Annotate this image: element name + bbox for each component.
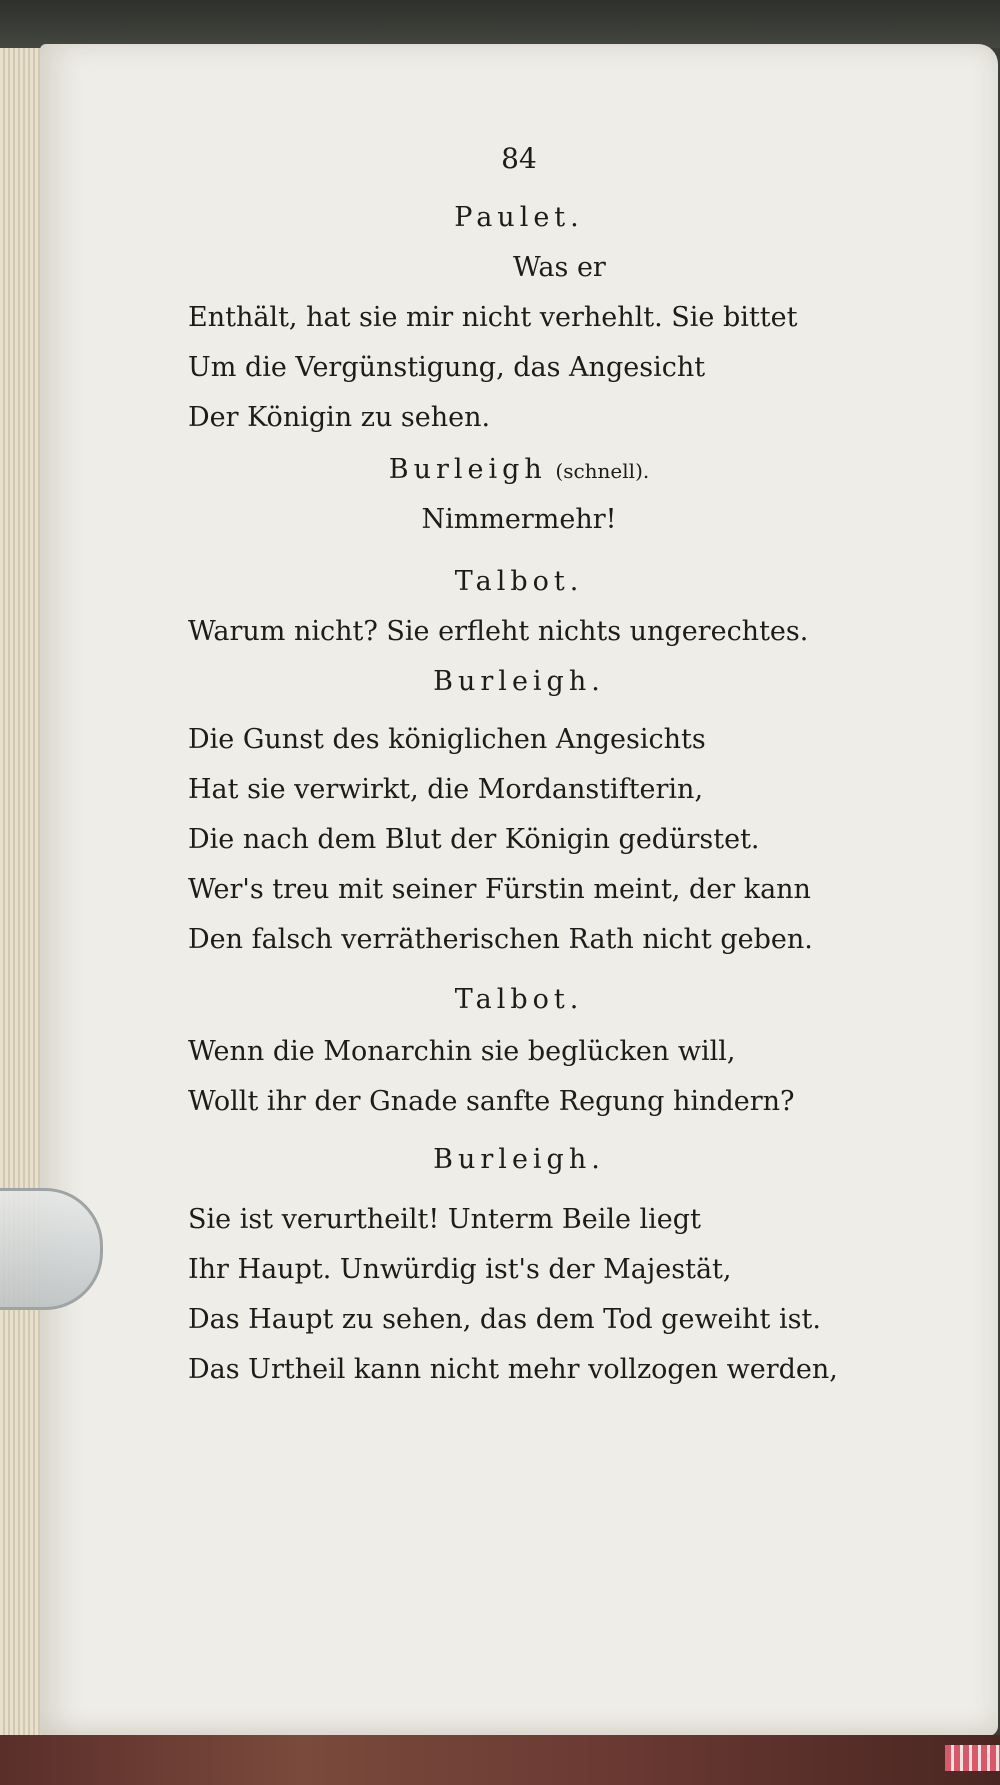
verse-line: Die nach dem Blut der Königin gedürstet.	[188, 824, 760, 855]
speaker-heading: Burleigh.	[433, 666, 605, 697]
verse-line: Wollt ihr der Gnade sanfte Regung hindern?	[188, 1086, 795, 1117]
verse-line: Was er	[513, 252, 606, 283]
verse-line: Der Königin zu sehen.	[188, 402, 491, 433]
page-text	[40, 44, 998, 1736]
verse-line: Wer's treu mit seiner Fürstin meint, der kann	[188, 874, 811, 905]
verse-line: Den falsch verrätherischen Rath nicht geben.	[188, 924, 813, 955]
verse-line: Wenn die Monarchin sie beglücken will,	[188, 1036, 736, 1067]
book-page	[40, 44, 998, 1736]
speaker-name: Burleigh	[388, 454, 547, 485]
page-number: 84	[501, 142, 537, 175]
verse-line: Hat sie verwirkt, die Mordanstifterin,	[188, 774, 704, 805]
speaker-heading	[40, 454, 998, 485]
verse-line: Enthält, hat sie mir nicht verhehlt. Sie bittet	[188, 302, 798, 333]
speaker-heading: Burleigh.	[433, 1144, 605, 1175]
verse-line: Ihr Haupt. Unwürdig ist's der Majestät,	[188, 1254, 732, 1285]
bookmark-ribbon	[945, 1745, 1000, 1771]
verse-line: Warum nicht? Sie erfleht nichts ungerechtes.	[188, 616, 809, 647]
verse-line: Das Haupt zu sehen, das dem Tod geweiht ist.	[188, 1304, 821, 1335]
book-cover-edge	[0, 1735, 1000, 1785]
speaker-heading: Talbot.	[454, 984, 584, 1015]
stage-direction: (schnell).	[555, 459, 650, 483]
background-top-edge	[0, 0, 1000, 48]
verse-line: Die Gunst des königlichen Angesichts	[188, 724, 706, 755]
verse-line: Das Urtheil kann nicht mehr vollzogen werden,	[188, 1354, 838, 1385]
speaker-heading: Talbot.	[454, 566, 584, 597]
speaker-heading: Paulet.	[454, 202, 584, 233]
verse-line: Um die Vergünstigung, das Angesicht	[188, 352, 706, 383]
verse-line: Sie ist verurtheilt! Unterm Beile liegt	[188, 1204, 701, 1235]
verse-line: Nimmermehr!	[421, 504, 617, 535]
